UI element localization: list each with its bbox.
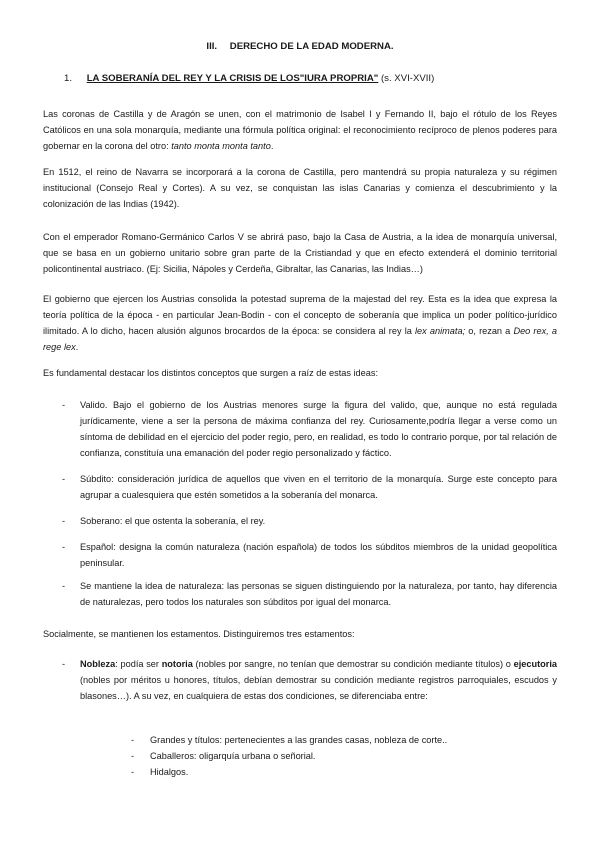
paragraph-text-mid: o, rezan a	[465, 326, 514, 337]
bullet-dash: -	[62, 659, 66, 669]
subsection-number: 1.	[64, 73, 73, 84]
italic-motto: tanto monta monta tanto	[171, 141, 271, 152]
paragraph-text: Con el emperador Romano-Germánico Carlos V se abrirá paso, bajo la Casa de Austria, a la idea de monarquía universal, que se basa en un gobierno unitario sobre gran parte de la Cristiandad y que en efecto extenderá el dominio territorial policontinental austriaco. (Ej: Sicilia, Nápoles y Cerdeña, Gibraltar, las Canarias, las Indias…)	[43, 232, 557, 275]
concept-text: Soberano: el que ostenta la soberanía, el rey.	[80, 516, 266, 526]
sub-item-text: Grandes y títulos: pertenecientes a las grandes casas, nobleza de corte..	[150, 735, 448, 745]
paragraph-text: Socialmente, se mantienen los estamentos. Distinguiremos tres estamentos:	[43, 629, 355, 639]
paragraph-text: El gobierno que ejercen los Austrias consolida la potestad suprema de la majestad del rey. Esta es la idea que expresa la teoría política de la época - en particular Jean-Bodin - con el concepto de soberanía que implica un poder político-jurídico ilimitado. A lo dicho, hacen alusión algunos brocardos de la época: se considera al rey la	[43, 294, 557, 337]
concept-text: Valido. Bajo el gobierno de los Austrias menores surge la figura del valido, que, aunque no está regulada jurídicamente, viene a ser la persona de máxima confianza del rey. Curiosamente,podría llegar a verse como un síntoma de debilidad en el ejercicio del poder regio, pero, en realidad, es todo lo contrario porque, por tal relación de confianza, constituía una emanación del poder regio personalizado y fáctico.	[80, 400, 557, 459]
concept-text: Español: designa la común naturaleza (nación española) de todos los súbditos miembros de la unidad geopolítica peninsular.	[80, 542, 557, 569]
paragraph-text: Es fundamental destacar los distintos conceptos que surgen a raíz de estas ideas:	[43, 368, 379, 378]
paragraph-reyes-catolicos	[43, 106, 557, 154]
paragraph-navarra	[43, 164, 557, 212]
sub-item-text: Hidalgos.	[150, 767, 189, 777]
paragraph-austrias	[43, 291, 557, 355]
paragraph-estamentos-intro	[43, 626, 557, 642]
term-notoria: notoria	[161, 659, 193, 669]
italic-lex-animata: lex animata;	[415, 326, 466, 337]
section-title	[0, 41, 600, 52]
paragraph-end: .	[75, 342, 79, 353]
bullet-dash: -	[131, 735, 135, 745]
paragraph-end: .	[270, 141, 274, 152]
bullet-dash: -	[62, 400, 66, 410]
paragraph-text: En 1512, el reino de Navarra se incorporará a la corona de Castilla, pero mantendrá su propia naturaleza y su régimen institucional (Consejo Real y Cortes). A su vez, se conquistan las islas Canarias y comienza el descubrimiento y la colonización de las Indias (1942).	[43, 167, 557, 210]
bullet-dash: -	[62, 474, 66, 484]
sub-item-text: Caballeros: oligarquía urbana o señorial.	[150, 751, 316, 761]
subsection-title-text: LA SOBERANÍA DEL REY Y LA CRISIS DE LOS"IURA PROPRIA"	[86, 73, 379, 84]
subsection-period: (s. XVI-XVII)	[378, 73, 435, 84]
bullet-dash: -	[62, 542, 66, 552]
nobleza-text	[80, 656, 557, 704]
section-number: III.	[206, 41, 218, 52]
paragraph-text: Las coronas de Castilla y de Aragón se unen, con el matrimonio de Isabel I y Fernando II, bajo el rótulo de los Reyes Católicos en una sola monarquía, mediante una fórmula política original: el reconocimiento recíproco de plenos poderes para gobernar en la corona del otro:	[43, 109, 557, 152]
term-nobleza: Nobleza	[80, 659, 116, 669]
subsection-title	[64, 73, 434, 84]
bullet-dash: -	[62, 581, 66, 591]
italic-deo-rex: Deo rex, a rege lex	[43, 326, 557, 353]
paragraph-conceptos-intro	[43, 365, 557, 381]
bullet-dash: -	[131, 767, 135, 777]
concept-text: Súbdito: consideración jurídica de aquellos que viven en el territorio de la monarquía. Surge este concepto para agrupar a cualesquiera que estén sometidos a la soberanía del monarca.	[80, 474, 557, 501]
concept-text: Se mantiene la idea de naturaleza: las personas se siguen distinguiendo por la naturaleza, por tanto, hay diferencia de naturalezas, pero todos los naturales son súbditos por igual del monarca.	[80, 581, 557, 608]
nobleza-text-part: (nobles por sangre, no tenían que demostrar su condición mediante títulos) o	[192, 659, 514, 669]
term-ejecutoria: ejecutoria	[513, 659, 558, 669]
nobleza-text-part: : podía ser	[115, 659, 162, 669]
section-title-text: DERECHO DE LA EDAD MODERNA.	[229, 41, 394, 52]
paragraph-carlos-v	[43, 229, 557, 277]
bullet-dash: -	[131, 751, 135, 761]
nobleza-text-part: (nobles por méritos u honores, títulos, debían demostrar su condición mediante registros parroquiales, escudos y blasones…). A su vez, en cualquiera de estas dos condiciones, se diferenciaba entre:	[80, 675, 557, 702]
bullet-dash: -	[62, 516, 66, 526]
